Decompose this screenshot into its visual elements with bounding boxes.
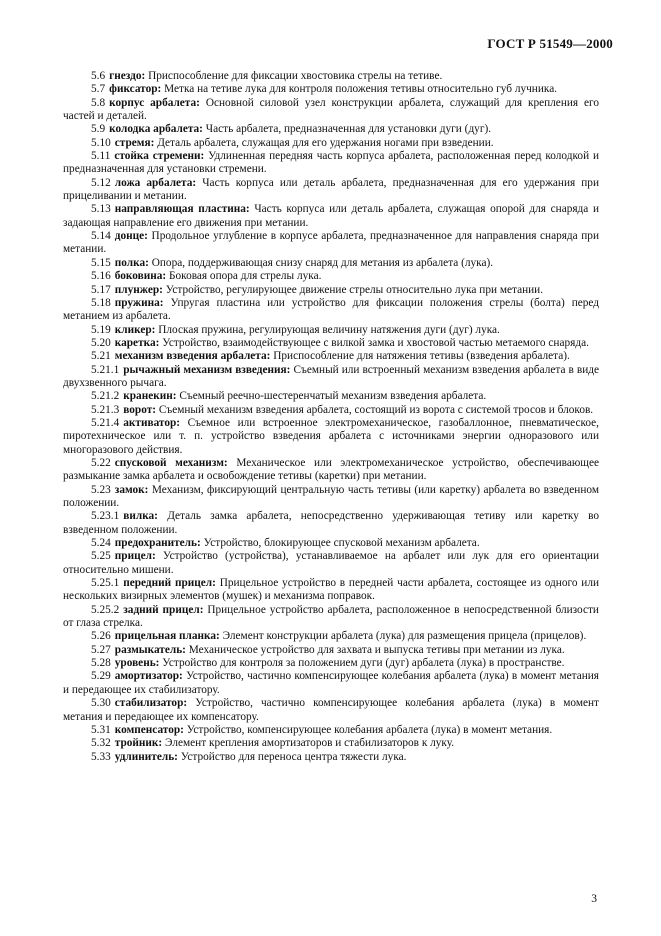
term-entry: [63, 670, 599, 697]
entry-definition: Механическое устройство для захвата и выпуска тетивы при метании из лука.: [188, 643, 565, 656]
page-number: 3: [591, 893, 597, 905]
entry-definition: Опора, поддерживающая снизу снаряд для метания из арбалета (лука).: [151, 256, 494, 269]
term-entry: [63, 270, 599, 283]
term-entry: [63, 297, 599, 324]
entry-definition: Съемный реечно-шестеренчатый механизм взведения арбалета.: [179, 390, 487, 403]
entry-definition: Устройство, частично компенсирующее колебания арбалета (лука) в момент метания и передающее их стабилизатору.: [63, 670, 600, 696]
entry-term: стремя:: [114, 136, 155, 149]
entry-term: стабилизатор:: [114, 697, 188, 710]
entry-term: предохранитель:: [114, 537, 201, 550]
entry-number: 5.16: [91, 270, 111, 283]
entry-term: удлинитель:: [114, 750, 178, 763]
entry-number: 5.21.2: [91, 390, 120, 403]
entry-definition: Съемный механизм взведения арбалета, состоящий из ворота с системой тросов и блоков.: [158, 403, 594, 416]
entry-number: 5.6: [91, 70, 106, 82]
term-entry: [63, 83, 599, 96]
entry-number: 5.29: [91, 670, 111, 683]
term-entry: [63, 404, 599, 417]
entry-definition: Элемент конструкции арбалета (лука) для размещения прицела (прицелов).: [222, 630, 587, 643]
term-entry: [63, 390, 599, 403]
entry-definition: Деталь замка арбалета, непосредственно удерживающая тетиву или каретку во взведенном положении.: [63, 510, 599, 536]
entry-number: 5.13: [91, 203, 111, 216]
entry-number: 5.8: [91, 96, 106, 109]
entry-number: 5.9: [91, 123, 106, 136]
entry-definition: Съемный или встроенный механизм взведения арбалета в виде двухзвенного рычага.: [63, 363, 600, 389]
entry-definition: Устройство, блокирующее спусковой механизм арбалета.: [203, 537, 480, 550]
entry-term: замок:: [114, 483, 149, 496]
entry-term: гнездо:: [109, 70, 146, 82]
entry-number: 5.32: [91, 737, 111, 750]
entry-definition: Механизм, фиксирующий центральную часть тетивы (или каретку) арбалета во взведенном положении.: [63, 483, 599, 509]
term-entry: [63, 284, 599, 297]
term-entry: [63, 737, 599, 750]
term-entry: [63, 364, 599, 391]
entry-definition: Метка на тетиве лука для контроля положения тетивы относительно губ лучника.: [164, 83, 558, 96]
entry-term: плунжер:: [114, 283, 163, 296]
entry-number: 5.24: [91, 537, 111, 550]
entry-number: 5.26: [91, 630, 111, 643]
entry-number: 5.33: [91, 750, 111, 763]
entry-definition: Устройство, частично компенсирующее колебания арбалета (лука) в момент метания и передающее их компенсатору.: [63, 697, 599, 723]
entry-number: 5.22: [91, 456, 111, 469]
entry-term: ложа арбалета:: [114, 176, 197, 189]
entry-number: 5.21.4: [91, 416, 120, 429]
entry-definition: Плоская пружина, регулирующая величину натяжения дуги (дуг) лука.: [158, 323, 500, 336]
entry-definition: Прицельное устройство в передней части арбалета, состоящее из одного или нескольких визирных элементов (мушек) и механизма поправок.: [63, 577, 600, 603]
term-entry: [63, 123, 599, 136]
term-entry: [63, 177, 599, 204]
entry-term: тройник:: [114, 737, 163, 750]
term-entry: [63, 751, 599, 764]
entry-term: активатор:: [123, 416, 181, 429]
entry-term: амортизатор:: [114, 670, 183, 683]
term-entry: [63, 203, 599, 230]
entry-term: кранекин:: [123, 390, 177, 403]
entry-number: 5.10: [91, 136, 111, 149]
term-entry: [63, 417, 599, 457]
entry-number: 5.23.1: [91, 510, 120, 523]
entry-term: направляющая пластина:: [114, 203, 250, 216]
entry-number: 5.23: [91, 483, 111, 496]
entry-definition: Устройство, компенсирующее колебания арбалета (лука) в момент метания.: [186, 723, 553, 736]
term-entry: [63, 97, 599, 124]
entry-definition: Упругая пластина или устройство для фиксации положения стрелы (болта) перед метанием из арбалета.: [63, 296, 600, 323]
entry-number: 5.7: [91, 83, 106, 96]
terms-list: [63, 70, 599, 764]
entry-definition: Часть корпуса или деталь арбалета, служащая опорой для снаряда и задающая направление его движения при метании.: [63, 203, 599, 229]
standard-id-header: ГОСТ Р 51549—2000: [487, 36, 613, 51]
entry-number: 5.17: [91, 283, 111, 296]
entry-term: корпус арбалета:: [109, 96, 200, 109]
entry-term: компенсатор:: [114, 723, 184, 736]
entry-term: вилка:: [123, 510, 158, 523]
entry-definition: Механическое или электромеханическое устройство, обеспечивающее размыкание замка арбалета и освобождение тетивы (каретки) при метании.: [63, 456, 600, 483]
term-entry: [63, 724, 599, 737]
entry-term: полка:: [114, 256, 149, 269]
entry-definition: Устройство, взаимодействующее с вилкой замка и хвостовой частью метаемого снаряда.: [162, 336, 589, 349]
entry-number: 5.21.3: [91, 403, 120, 416]
term-entry: [63, 630, 599, 643]
entry-term: прицел:: [114, 550, 156, 563]
entry-definition: Устройство для переноса центра тяжести лука.: [180, 750, 407, 763]
entry-number: 5.18: [91, 296, 111, 309]
entry-number: 5.30: [91, 697, 111, 710]
entry-number: 5.11: [91, 150, 111, 163]
term-entry: [63, 230, 599, 257]
entry-term: фиксатор:: [109, 83, 162, 96]
entry-term: пружина:: [114, 296, 164, 309]
entry-number: 5.28: [91, 657, 111, 670]
entry-definition: Устройство (устройства), устанавливаемое на арбалет или лук для его ориентации относительно мишени.: [63, 550, 599, 576]
term-entry: [63, 257, 599, 270]
entry-number: 5.20: [91, 336, 111, 349]
entry-number: 5.25.2: [91, 603, 120, 616]
entry-term: каретка:: [114, 336, 160, 349]
term-entry: [63, 510, 599, 537]
entry-term: рычажный механизм взведения:: [123, 363, 291, 376]
term-entry: [63, 644, 599, 657]
entry-number: 5.21.1: [91, 363, 120, 376]
entry-definition: Удлиненная передняя часть корпуса арбалета, расположенная перед колодкой и предназначенная для установки стремени.: [63, 150, 599, 176]
entry-term: задний прицел:: [123, 603, 204, 616]
entry-number: 5.25: [91, 550, 111, 563]
entry-term: размыкатель:: [114, 643, 186, 656]
term-entry: [63, 457, 599, 484]
term-entry: [63, 350, 599, 363]
entry-definition: Основной силовой узел конструкции арбалета, служащий для крепления его частей и деталей.: [63, 96, 600, 123]
term-entry: [63, 550, 599, 577]
term-entry: [63, 70, 599, 83]
entry-term: ворот:: [123, 403, 157, 416]
entry-definition: Продольное углубление в корпусе арбалета, предназначенное для направления снаряда при метании.: [63, 230, 599, 256]
entry-term: спусковой механизм:: [114, 456, 228, 469]
entry-definition: Съемное или встроенное электромеханическое, газобаллонное, пневматическое, пиротехническое или т. п. устройство взведения арбалета с источниками энергии одноразового или многоразового действия.: [63, 416, 600, 456]
entry-definition: Часть арбалета, предназначенная для установки дуги (дуг).: [205, 123, 492, 136]
entry-term: стойка стремени:: [114, 150, 205, 163]
term-entry: [63, 537, 599, 550]
entry-definition: Прицельное устройство арбалета, расположенное в непосредственной близости от глаза стрелка.: [63, 603, 599, 630]
entry-term: уровень:: [114, 657, 160, 670]
entry-definition: Устройство для контроля за положением дуги (дуг) арбалета (лука) в пространстве.: [162, 657, 565, 670]
entry-definition: Часть корпуса или деталь арбалета, предназначенная для его удержания при прицеливании и метании.: [63, 176, 599, 203]
entry-term: прицельная планка:: [114, 630, 220, 643]
entry-term: кликер:: [114, 323, 156, 336]
term-entry: [63, 324, 599, 337]
term-entry: [63, 604, 599, 631]
entry-term: механизм взведения арбалета:: [114, 350, 271, 363]
term-entry: [63, 577, 599, 604]
entry-number: 5.15: [91, 256, 111, 269]
entry-definition: Приспособление для фиксации хвостовика стрелы на тетиве.: [148, 70, 443, 82]
entry-definition: Устройство, регулирующее движение стрелы относительно лука при метании.: [165, 283, 544, 296]
entry-term: колодка арбалета:: [109, 123, 203, 136]
entry-number: 5.19: [91, 323, 111, 336]
entry-number: 5.21: [91, 350, 111, 363]
entry-number: 5.27: [91, 643, 111, 656]
entry-term: боковина:: [114, 270, 167, 283]
term-entry: [63, 337, 599, 350]
entry-definition: Деталь арбалета, служащая для его удержания ногами при взведении.: [157, 136, 494, 149]
entry-term: донце:: [114, 230, 148, 243]
entry-term: передний прицел:: [123, 577, 216, 590]
entry-number: 5.25.1: [91, 577, 120, 590]
term-entry: [63, 657, 599, 670]
term-entry: [63, 697, 599, 724]
entry-number: 5.14: [91, 230, 111, 243]
entry-number: 5.12: [91, 176, 111, 189]
term-entry: [63, 137, 599, 150]
term-entry: [63, 484, 599, 511]
entry-definition: Приспособление для натяжения тетивы (взведения арбалета).: [273, 350, 570, 363]
entry-number: 5.31: [91, 723, 111, 736]
entry-definition: Боковая опора для стрелы лука.: [169, 270, 322, 283]
term-entry: [63, 150, 599, 177]
entry-definition: Элемент крепления амортизаторов и стабилизаторов к луку.: [165, 737, 455, 750]
